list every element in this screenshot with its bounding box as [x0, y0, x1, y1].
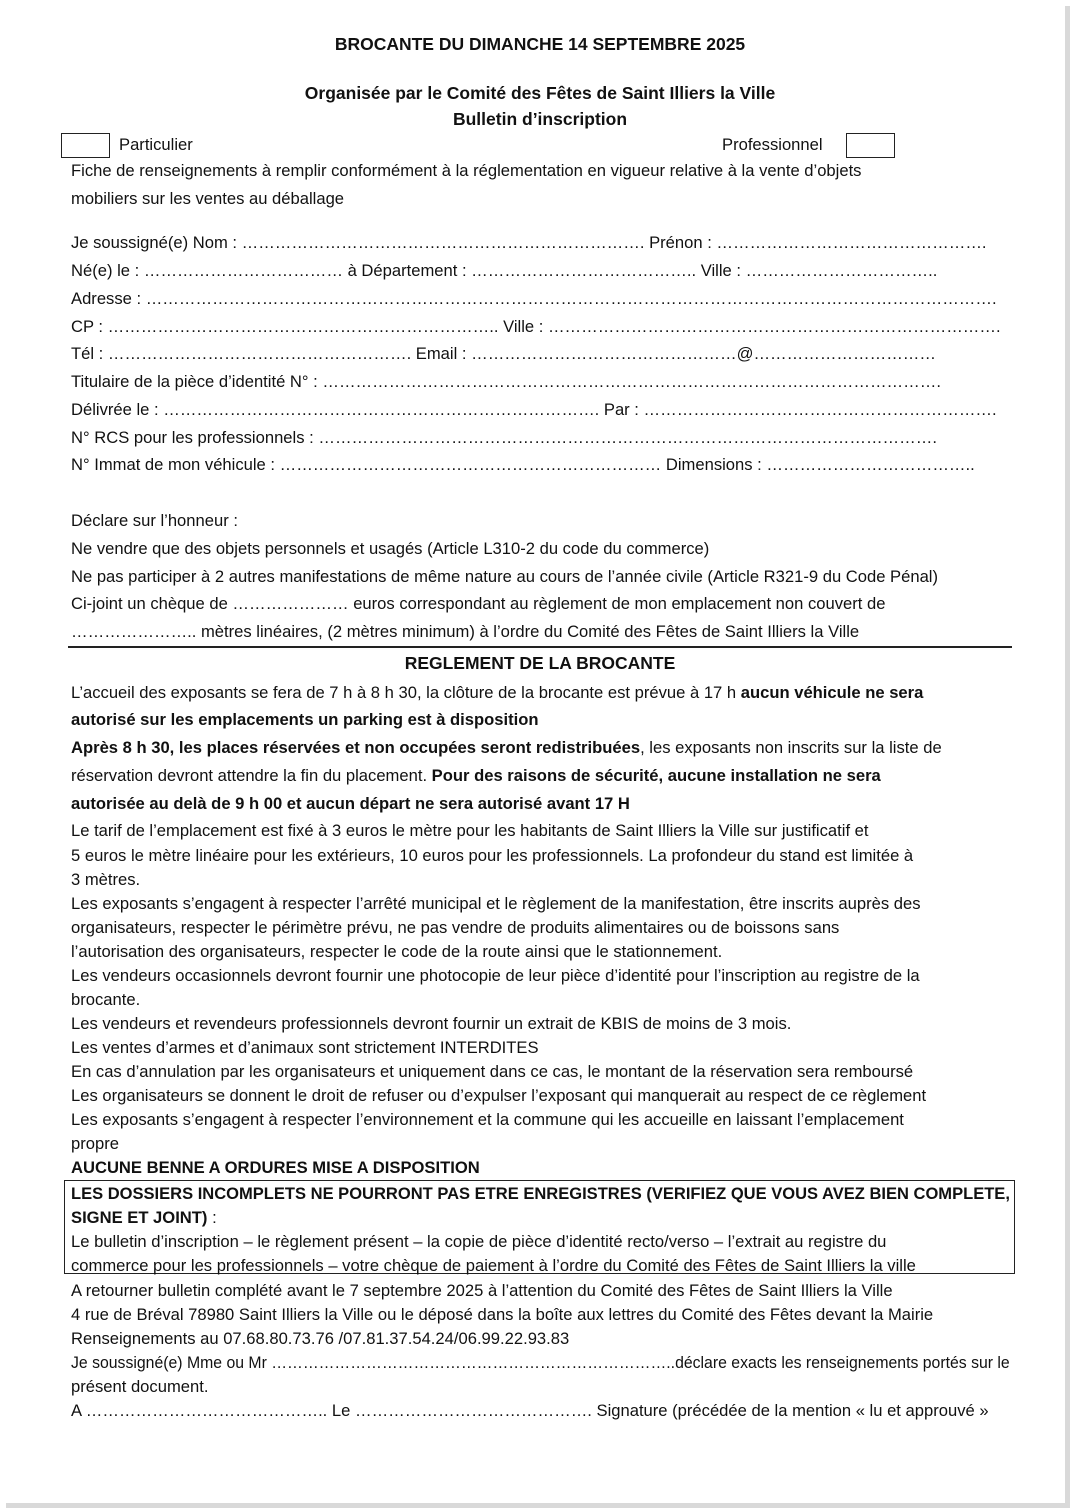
field-nom-prenom[interactable]: Je soussigné(e) Nom : ………………………………………………………………. Prénon : …………………………………………. [71, 233, 987, 252]
reglement-line: organisateurs, respecter le périmètre prévu, ne pas vendre de produits alimentaires ou de boissons sans [71, 918, 840, 937]
professionnel-checkbox[interactable] [846, 133, 895, 158]
reglement-line: Les vendeurs et revendeurs professionnels devront fournir un extrait de KBIS de moins de 3 mois. [71, 1014, 792, 1033]
benne-notice: AUCUNE BENNE A ORDURES MISE A DISPOSITION [71, 1158, 480, 1177]
field-piece-identite[interactable]: Titulaire de la pièce d’identité N° : …………………………………………………………………………………………………. [71, 372, 941, 391]
reglement-line: Les exposants s’engagent à respecter l’arrêté municipal et le règlement de la manifestation, être inscrits auprès des [71, 894, 921, 913]
boxed-line: commerce pour les professionnels – votre chèque de paiement à l’ordre du Comité des Fêtes de Saint Illiers la ville [71, 1256, 916, 1275]
reglement-line: 3 mètres. [71, 870, 141, 889]
declaration-line: Ne pas participer à 2 autres manifestations de même nature au cours de l’année civile (Article R321-9 du Code Pénal) [71, 567, 939, 586]
reglement-line: réservation devront attendre la fin du placement. Pour des raisons de sécurité, aucune installation ne sera [71, 766, 881, 785]
reglement-line: En cas d’annulation par les organisateurs et uniquement dans ce cas, le montant de la réservation sera remboursé [71, 1062, 914, 1081]
reglement-line: brocante. [71, 990, 141, 1009]
declaration-line: Ne vendre que des objets personnels et usagés (Article L310-2 du code du commerce) [71, 539, 710, 558]
field-delivree[interactable]: Délivrée le : ……………………………………………………………………. Par : ………………………………………………………. [71, 400, 997, 419]
field-cp-ville[interactable]: CP : …………………………………………………………….. Ville : ………………………………………………………………………. [71, 317, 1001, 336]
intro-line-1: Fiche de renseignements à remplir conformément à la réglementation en vigueur relative à la vente d’objets [71, 161, 862, 180]
reglement-line: autorisé sur les emplacements un parking est à disposition [71, 710, 539, 729]
reglement-line: Les exposants s’engagent à respecter l’environnement et la commune qui les accueille en laissant l’emplacement [71, 1110, 904, 1129]
reglement-line: autorisée au delà de 9 h 00 et aucun départ ne sera autorisé avant 17 H [71, 794, 630, 813]
reglement-line: L’accueil des exposants se fera de 7 h à 8 h 30, la clôture de la brocante est prévue à 17 h aucun véhicule ne sera [71, 683, 924, 702]
field-adresse[interactable]: Adresse : ………………………………………………………………………………………………………………………………………. [71, 289, 997, 308]
intro-line-2: mobiliers sur les ventes au déballage [71, 189, 345, 208]
declaration-line: Ci-joint un chèque de ………………… euros correspondant au règlement de mon emplacement non couvert de [71, 594, 886, 613]
field-naissance[interactable]: Né(e) le : ……………………………… à Département : ………………………………….. Ville : …………………………….. [71, 261, 938, 280]
section-divider [68, 646, 1012, 648]
field-immat[interactable]: N° Immat de mon véhicule : …………………………………………………………… Dimensions : ……………………………….. [71, 455, 975, 474]
reglement-line: 5 euros le mètre linéaire pour les extérieurs, 10 euros pour les professionnels. La profondeur du stand est limitée à [71, 846, 914, 865]
footer-line: 4 rue de Bréval 78980 Saint Illiers la Ville ou le déposé dans la boîte aux lettres du Comité des Fêtes devant la Mairie [71, 1305, 934, 1324]
particulier-checkbox[interactable] [61, 133, 110, 158]
reglement-line: Le tarif de l’emplacement est fixé à 3 euros le mètre pour les habitants de Saint Illiers la Ville sur justificatif et [71, 821, 869, 840]
declaration-heading: Déclare sur l’honneur : [71, 511, 238, 530]
field-tel-email[interactable]: Tél : ………………………………………………. Email : …………………………………………@…………………………… [71, 344, 936, 363]
declaration-line: ………………….. mètres linéaires, (2 mètres minimum) à l’ordre du Comité des Fêtes de Saint Illiers la Ville [71, 622, 860, 641]
reglement-line: Après 8 h 30, les places réservées et non occupées seront redistribuées, les exposants non inscrits sur la liste de [71, 738, 942, 757]
field-rcs[interactable]: N° RCS pour les professionnels : …………………………………………………………………………………………………. [71, 428, 937, 447]
reglement-line: Les vendeurs occasionnels devront fournir une photocopie de leur pièce d’identité pour l’inscription au registre de la [71, 966, 920, 985]
attestation-line[interactable]: Je soussigné(e) Mme ou Mr …………………………………………………………………..déclare exacts les renseignements portés sur le [71, 1353, 1010, 1372]
reglement-line: Les organisateurs se donnent le droit de refuser ou d’expulser l’exposant qui manquerait au respect de ce règlement [71, 1086, 927, 1105]
particulier-label: Particulier [119, 135, 193, 154]
document-title: BROCANTE DU DIMANCHE 14 SEPTEMBRE 2025 [334, 34, 746, 54]
contact-phones: Renseignements au 07.68.80.73.76 /07.81.37.54.24/06.99.22.93.83 [71, 1329, 570, 1348]
signature-line[interactable]: A …………………………………….. Le ……………………………………. Signature (précédée de la mention « lu et approuvé » [71, 1401, 989, 1420]
boxed-line: Le bulletin d’inscription – le règlement présent – la copie de pièce d’identité recto/verso – l’extrait au registre du [71, 1232, 887, 1251]
boxed-line: SIGNE ET JOINT) : [71, 1208, 217, 1227]
reglement-line: l’autorisation des organisateurs, respecter le code de la route ainsi que le stationnement. [71, 942, 723, 961]
professionnel-label: Professionnel [722, 135, 823, 154]
organizer-line: Organisée par le Comité des Fêtes de Saint Illiers la Ville [304, 83, 776, 103]
reglement-line: Les ventes d’armes et d’animaux sont strictement INTERDITES [71, 1038, 539, 1057]
attestation-line: présent document. [71, 1377, 209, 1396]
footer-line: A retourner bulletin complété avant le 7 septembre 2025 à l’attention du Comité des Fêtes de Saint Illiers la Ville [71, 1281, 893, 1300]
reglement-line: propre [71, 1134, 119, 1153]
reglement-heading: REGLEMENT DE LA BROCANTE [404, 653, 676, 673]
boxed-line: LES DOSSIERS INCOMPLETS NE POURRONT PAS ETRE ENREGISTRES (VERIFIEZ QUE VOUS AVEZ BIEN COMPLETE, [71, 1184, 1010, 1203]
form-subtitle: Bulletin d’inscription [452, 109, 628, 129]
